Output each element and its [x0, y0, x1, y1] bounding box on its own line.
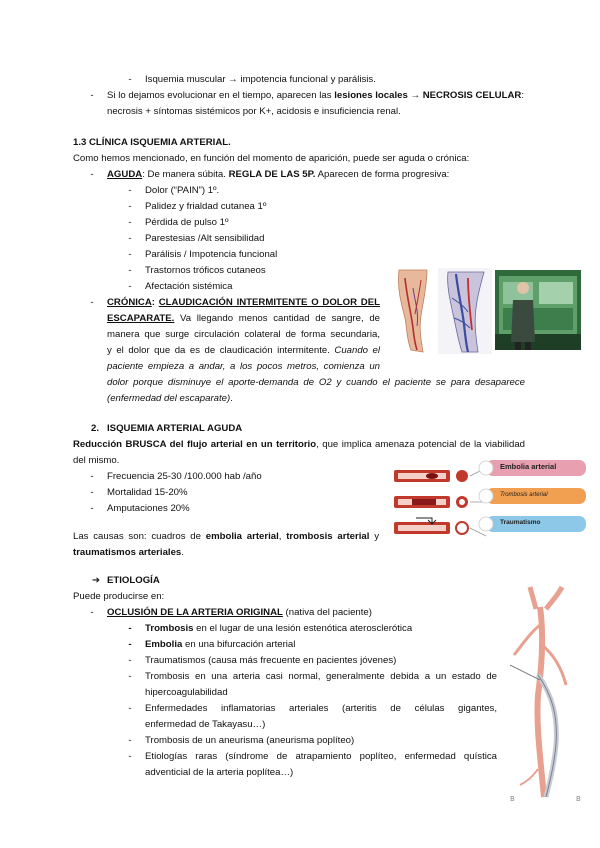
- arrow-icon: ➔: [92, 575, 101, 586]
- list-item: adventicial de la arteria poplítea…): [145, 767, 294, 778]
- list-item: Pérdida de pulso 1º: [145, 217, 229, 228]
- intro-text: del mismo.: [73, 455, 120, 466]
- intro-text: Reducción BRUSCA del flujo arterial en un territorio, que implica amenaza potencial de la viabilidad: [73, 439, 525, 450]
- text-line: paciente empieza a andar, a los pocos metros, comienza un: [107, 361, 380, 372]
- list-item: Trombosis en el lugar de una lesión estenótica aterosclerótica: [145, 623, 413, 634]
- dash: -: [128, 281, 132, 292]
- text-line: necrosis + síntomas sistémicos por K+, acidosis e insuficiencia renal.: [107, 106, 401, 117]
- text-line: (enfermedad del escaparate).: [107, 393, 233, 404]
- text-line: dolor porque disminuye el aporte-demanda de O2 y cuando el paciente se para desaparece: [107, 377, 525, 388]
- list-item: Embolia en una bifurcación arterial: [145, 639, 296, 650]
- list-item: Etiologías raras (síndrome de atrapamiento poplíteo, enfermedad quística: [145, 751, 497, 762]
- text-line: y el dolor que da es de claudicación intermitente. Cuando el: [107, 345, 380, 356]
- aguda-line: AGUDA: De manera súbita. REGLA DE LAS 5P. Aparecen de forma progresiva:: [107, 169, 450, 180]
- text-line: ESCAPARATE. Va llegando menos cantidad de sangre, de: [107, 313, 380, 324]
- stat-item: Frecuencia 25-30 /100.000 hab /año: [107, 471, 262, 482]
- text-line: Si lo dejamos evolucionar en el tiempo, aparecen las lesiones locales → NECROSIS CELULAR:: [107, 90, 524, 101]
- occlusion-types-figure: [392, 458, 588, 542]
- section-heading: 1.3 CLÍNICA ISQUEMIA ARTERIAL.: [73, 137, 231, 148]
- cronica-title: CRÓNICA: CLAUDICACIÓN INTERMITENTE O DOLOR DEL: [107, 297, 380, 308]
- dash: -: [128, 265, 132, 276]
- dash: -: [90, 503, 94, 514]
- dash: -: [90, 471, 94, 482]
- list-item: Traumatismos (causa más frecuente en pacientes jóvenes): [145, 655, 397, 666]
- text-line: manera que surge circulación colateral de forma secundaria,: [107, 329, 380, 340]
- dash: -: [128, 623, 132, 634]
- dash: -: [128, 249, 132, 260]
- list-item: Enfermedades inflamatorias arteriales (arteritis de células gigantes,: [145, 703, 497, 714]
- dash: -: [128, 751, 132, 762]
- section-heading: ISQUEMIA ARTERIAL AGUDA: [107, 423, 243, 434]
- dash: -: [90, 487, 94, 498]
- list-item: Dolor (“PAIN”) 1º.: [145, 185, 220, 196]
- figure-label-embolia: Embolia arterial: [500, 462, 557, 471]
- list-item: Trombosis en una arteria casi normal, generalmente debida a un estado de: [145, 671, 497, 682]
- stat-item: Amputaciones 20%: [107, 503, 190, 514]
- intro-text: Como hemos mencionado, en función del momento de aparición, puede ser aguda o crónica:: [73, 153, 470, 164]
- stat-item: Mortalidad 15-20%: [107, 487, 188, 498]
- leg-illustration-image: [393, 268, 433, 354]
- svg-text:B: B: [576, 795, 581, 803]
- section-heading: ETIOLOGÍA: [107, 575, 160, 586]
- dash: -: [90, 297, 94, 308]
- dash: -: [90, 169, 94, 180]
- list-item: Parestesias /Alt sensibilidad: [145, 233, 265, 244]
- dash: -: [90, 607, 94, 618]
- intro-text: Puede producirse en:: [73, 591, 165, 602]
- dash: -: [128, 639, 132, 650]
- dash: -: [128, 671, 132, 682]
- vessels-illustration-image: [438, 268, 492, 354]
- dash: -: [128, 703, 132, 714]
- dash: -: [128, 201, 132, 212]
- section-number: 2.: [91, 423, 100, 434]
- list-item: Palidez y frialdad cutanea 1º: [145, 201, 267, 212]
- list-item: Afectación sistémica: [145, 281, 233, 292]
- causas-text: traumatismos arteriales.: [73, 547, 184, 558]
- text-line: Isquemia muscular → impotencia funcional y parálisis.: [145, 74, 376, 85]
- shop-window-photo-image: [495, 270, 581, 350]
- dash: -: [128, 655, 132, 666]
- svg-text:B: B: [510, 795, 515, 803]
- dash: -: [128, 74, 132, 85]
- dash: -: [128, 735, 132, 746]
- list-item: enfermedad de Takayasu…): [145, 719, 266, 730]
- list-item: Trastornos tróficos cutaneos: [145, 265, 266, 276]
- dash: -: [90, 90, 94, 101]
- figure-label-trombosis: Trombosis arterial: [500, 492, 548, 498]
- artery-bypass-illustration-image: [500, 585, 595, 805]
- figure-label-traumatismo: Traumatismo: [500, 519, 541, 526]
- oclusion-line: OCLUSIÓN DE LA ARTERIA ORIGINAL (nativa del paciente): [107, 607, 372, 618]
- dash: -: [128, 233, 132, 244]
- dash: -: [128, 217, 132, 228]
- list-item: Parálisis / Impotencia funcional: [145, 249, 278, 260]
- list-item: hipercoagulabilidad: [145, 687, 228, 698]
- dash: -: [128, 185, 132, 196]
- causas-text: Las causas son: cuadros de embolia arterial, trombosis arterial y: [73, 531, 379, 542]
- list-item: Trombosis de un aneurisma (aneurisma poplíteo): [145, 735, 355, 746]
